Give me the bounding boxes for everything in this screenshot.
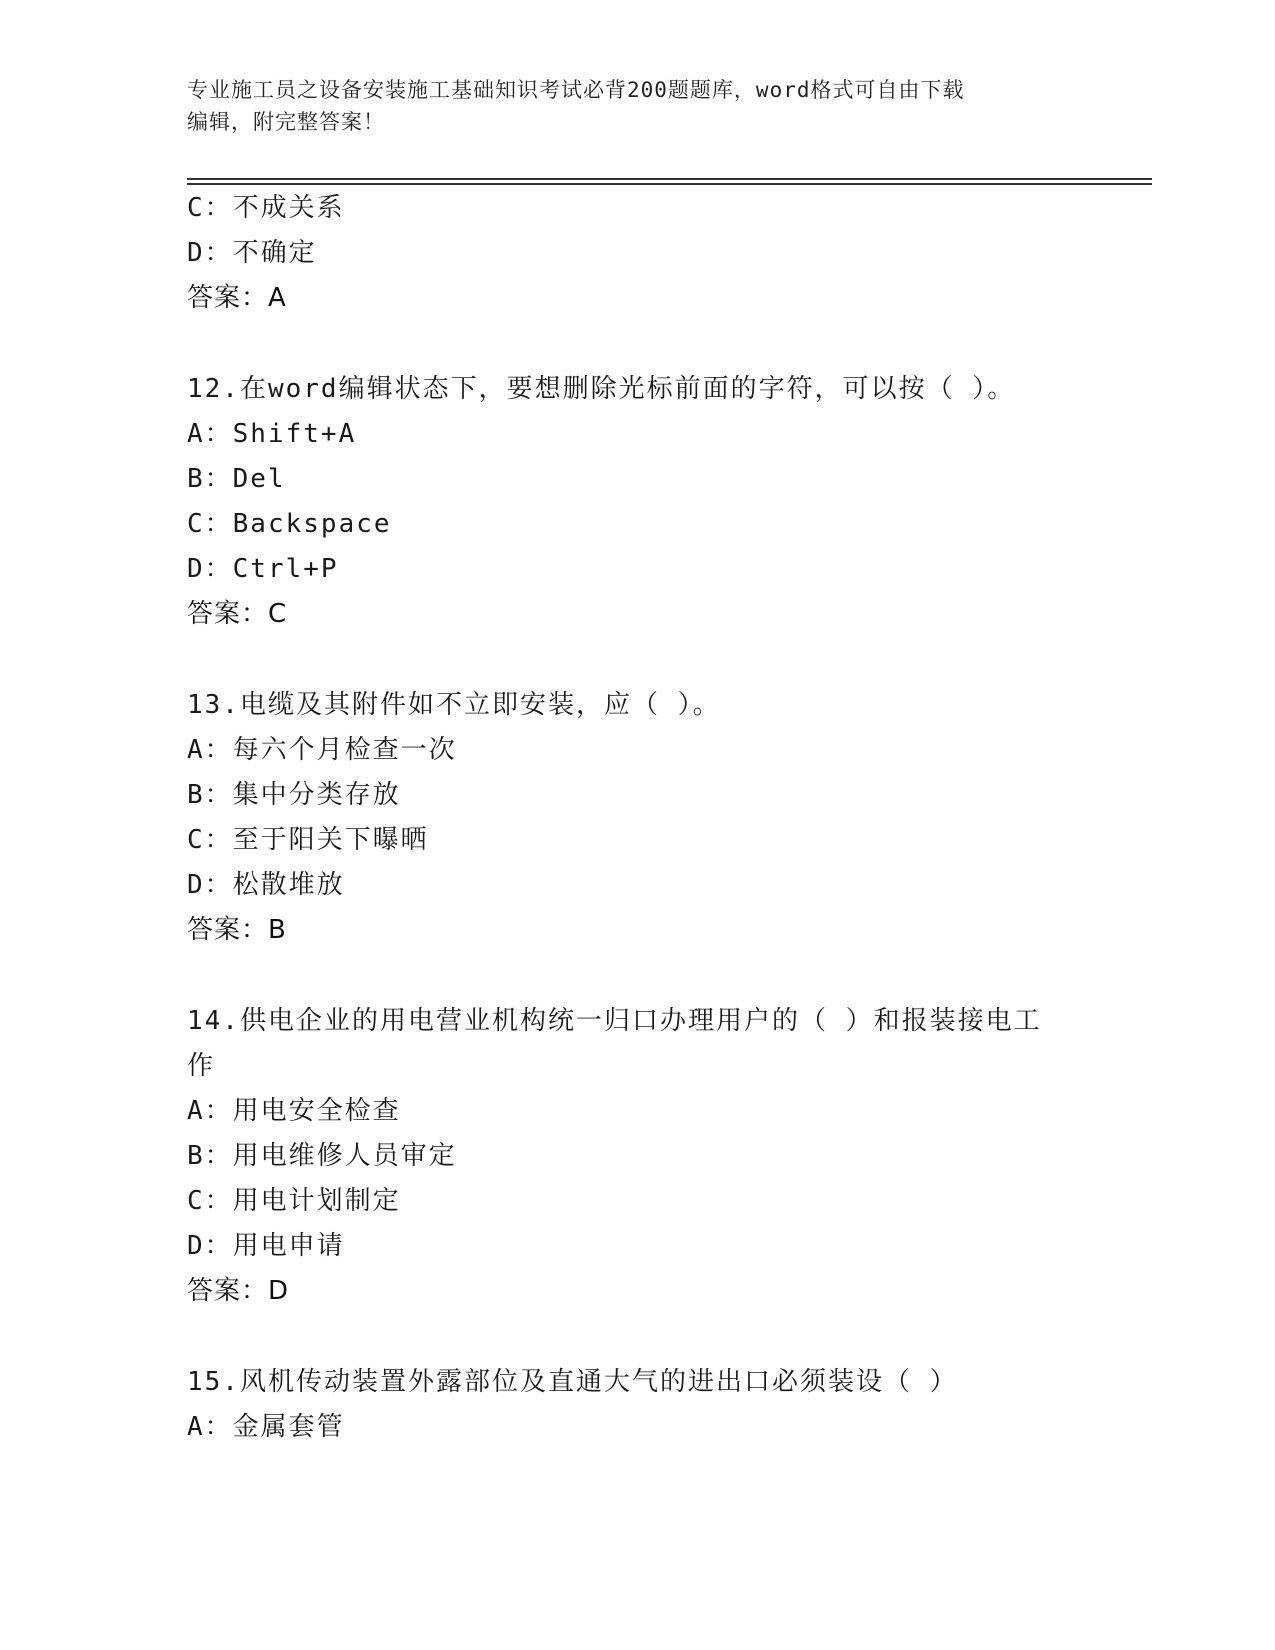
question-12-option-a: A：Shift+A xyxy=(187,419,357,449)
question-14-text-line-2: 作 xyxy=(187,1051,216,1081)
prev-answer: 答案：A xyxy=(187,283,287,313)
question-12-option-d: D：Ctrl+P xyxy=(187,554,339,584)
header-title-line-2: 编辑，附完整答案！ xyxy=(187,110,385,134)
question-13-answer: 答案：B xyxy=(187,915,287,945)
document-header xyxy=(187,74,1067,138)
header-divider-top xyxy=(187,178,1152,180)
question-12-option-b: B：Del xyxy=(187,464,286,494)
question-13-option-a: A：每六个月检查一次 xyxy=(187,735,457,765)
header-title-line-1: 专业施工员之设备安装施工基础知识考试必背200题题库，word格式可自由下载 xyxy=(187,78,965,102)
question-13-text: 13.电缆及其附件如不立即安装，应（ ）。 xyxy=(187,690,721,720)
question-13-option-c: C：至于阳关下曝晒 xyxy=(187,825,429,855)
prev-option-c: C：不成关系 xyxy=(187,193,345,223)
question-14-answer: 答案：D xyxy=(187,1276,290,1306)
question-15-option-a: A：金属套管 xyxy=(187,1412,345,1442)
question-13-option-b: B：集中分类存放 xyxy=(187,780,401,810)
header-divider-bottom xyxy=(187,183,1152,185)
question-14-option-d: D：用电申请 xyxy=(187,1231,345,1261)
question-14-option-b: B：用电维修人员审定 xyxy=(187,1141,457,1171)
question-14-text-line-1: 14.供电企业的用电营业机构统一归口办理用户的（ ）和报装接电工 xyxy=(187,1006,1042,1036)
question-14-option-a: A：用电安全检查 xyxy=(187,1096,401,1126)
question-12-option-c: C：Backspace xyxy=(187,509,392,539)
question-13-option-d: D：松散堆放 xyxy=(187,870,345,900)
question-15-text: 15.风机传动装置外露部位及直通大气的进出口必须装设（ ） xyxy=(187,1367,958,1397)
prev-option-d: D：不确定 xyxy=(187,238,317,268)
question-12-answer: 答案：C xyxy=(187,599,288,629)
question-12-text: 12.在word编辑状态下，要想删除光标前面的字符，可以按（ ）。 xyxy=(187,374,1016,404)
question-14-option-c: C：用电计划制定 xyxy=(187,1186,401,1216)
